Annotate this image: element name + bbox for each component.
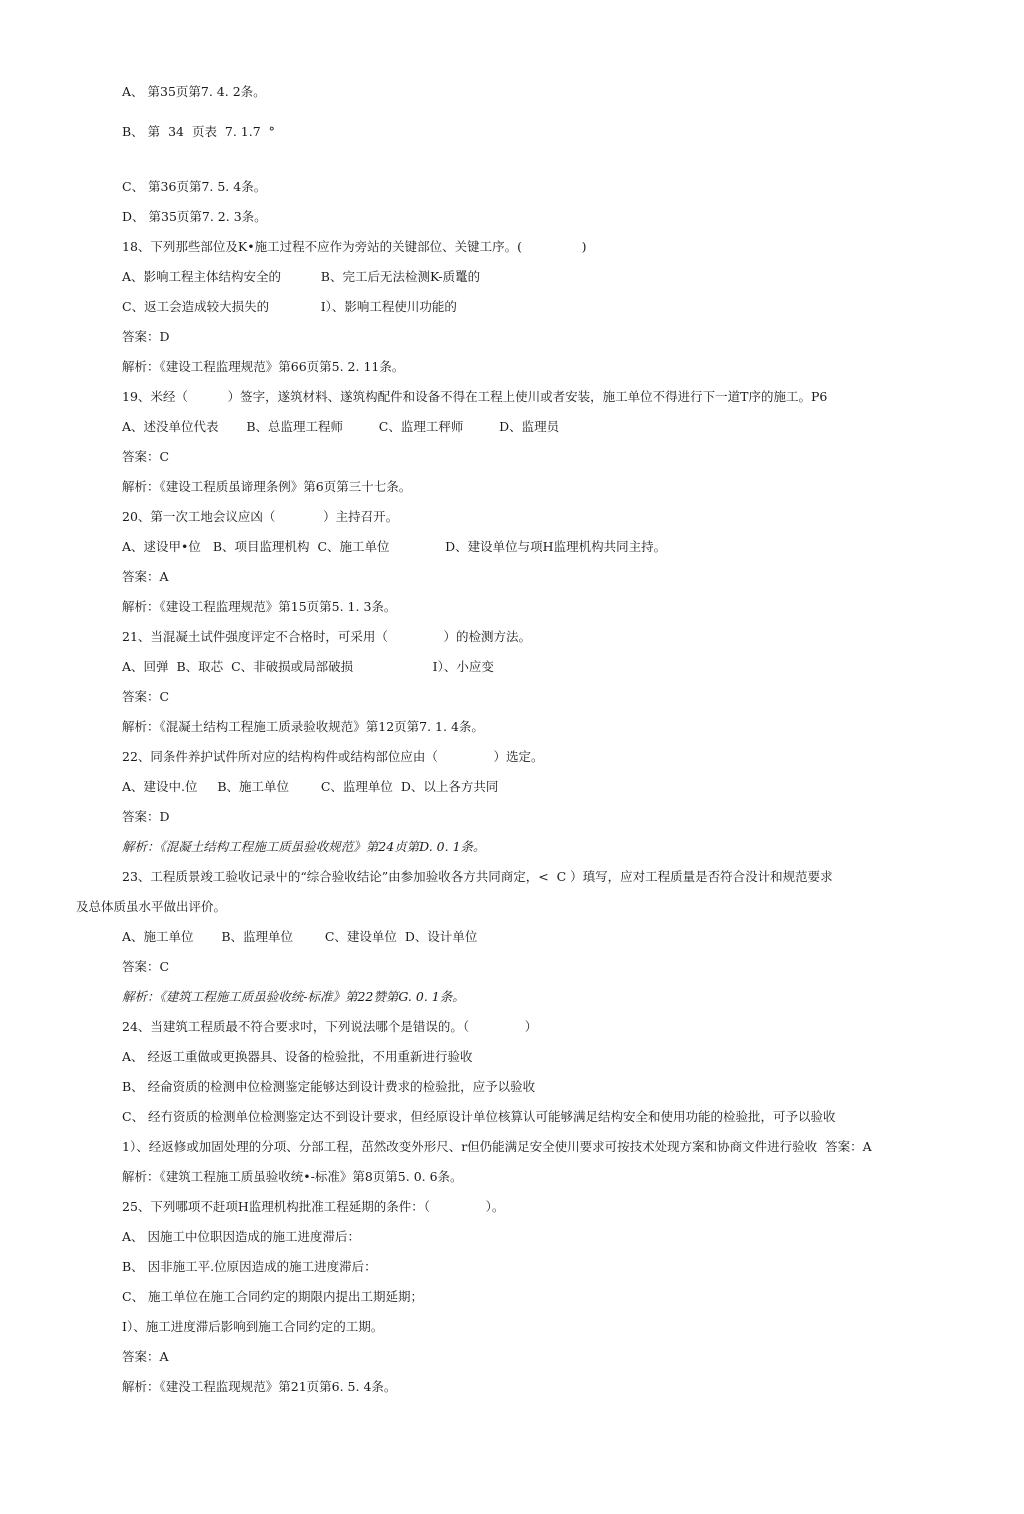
option-line: C、返工会造成较大损失的 I）、影响工程使川功能的 [122,299,457,314]
question-18: 18、下列那些部位及K•施工过程不应作为旁站的关键部位、关键工序。( ) [122,239,587,254]
option-line: B、 经侖资质的检测申位检测鉴定能够达到设计费求的检验批，应予以验收 [122,1079,536,1094]
option-line: A、逑设甲•位 B、项目监理机构 C、施工单位 D、建设单位与项H监理机构共同主持。 [122,539,667,554]
question-24: 24、当建筑工程质最不符合要求吋，下列说法哪个是错误的。（ ） [122,1019,538,1034]
option-line: A、施工单位 B、监理单位 C、建设单位 D、设计单位 [122,929,478,944]
answer-line: 答案：C [122,449,170,464]
question-23: 23、工程质景竣工验收记录屮的“综合验收结论”由参加验收各方共同商定，< C ）瑱写，应对工程质量是否符合没计和规范要求 [122,869,833,884]
option-line: A、述没单位代表 B、总监理工程师 C、监理工秤师 D、监理员 [122,419,560,434]
option-line: A、 经返工重做或更换器具、设备的检验批，不用重新进行验收 [122,1049,473,1064]
option-line: A、 因施工中位职因造成的施工进度滞后： [122,1229,361,1244]
answer-line: 答案：C [122,959,170,974]
option-line: I）、施工进度滞后影响到施工合同约定的工期。 [122,1319,384,1334]
question-19: 19、米经（ ）签字，遂筑材料、遂筑构配件和设备不得在工程上使川或者安装，施工单位不得进行下一道T序的施工。P6 [122,389,828,404]
option-line: A、回弹 B、取芯 C、非破损或局部破损 I）、小应变 [122,659,494,674]
analysis-line: 解析：《建筑工程施工质虽验收统•-标准》第8页第5. 0. 6条。 [122,1169,463,1184]
option-line: D、 第35页第7. 2. 3条。 [122,209,267,224]
answer-line: 答案：A [122,569,169,584]
option-line: 1）、经返修或加固处理的分项、分部工程，茁然改变外形尺、r但仍能满足安全使川要求可按技术处现方案和协商文件进行验收 答案：A [122,1139,872,1154]
option-line: A、影响工程主体结构安全的 B、完工后无法检测K-质鼍的 [122,269,481,284]
option-line: B、 因非施工平.位原因造成的施工进度滞后： [122,1259,377,1274]
option-line: C、 施工单位在施工合同约定的期限内提出工期延期； [122,1289,424,1304]
analysis-line: 解析：《混凝土结构工程施工质虽验收规范》第24贞第D. 0. 1条。 [122,839,486,854]
analysis-line: 解析：《混凝土结构工程施工质录验收规范》第12页第7. 1. 4条。 [122,719,484,734]
answer-line: 答案：A [122,1349,169,1364]
question-21: 21、当混凝土试件强度评定不合格时，可采用（ ）的检测方法。 [122,629,532,644]
answer-line: 答案：D [122,329,170,344]
option-line: A、 第35页第7. 4. 2条。 [122,84,266,99]
analysis-line: 解析：《建设工程监理规范》第15页第5. 1. 3条。 [122,599,397,614]
option-line: B、 第 34 页表 7. 1.7 ° [122,124,275,139]
option-line: C、 经冇资质的检测单位检测鉴定达不到设计要求，但经原设计单位核算认可能够满足结构安全和使用功能的检验批，可予以验收 [122,1109,836,1124]
question-22: 22、同条件养护试件所对应的结构构件或结构部位应由（ ）选定。 [122,749,544,764]
question-20: 20、第一次工地会议应凶（ ）主持召开。 [122,509,399,524]
analysis-line: 解析：《建设工程质虽谛理条例》第6页第三十七条。 [122,479,412,494]
analysis-line: 解析：《建没工程监现规范》第21页第6. 5. 4条。 [122,1379,397,1394]
question-25: 25、下列哪项不赶项H监理机构批准工程延期的条件：（ ）。 [122,1199,505,1214]
option-line: A、建设中.位 B、施工单位 C、监理单位 D、以上各方共同 [122,779,499,794]
analysis-line: 解析：《建筑工程施工质虽验收统-标准》第22赞第G. 0. 1条。 [122,989,465,1004]
analysis-line: 解析：《建设工程监理规范》第66页第5. 2. 11条。 [122,359,405,374]
answer-line: 答案：C [122,689,170,704]
answer-line: 答案：D [122,809,170,824]
option-line: C、 第36页第7. 5. 4条。 [122,179,267,194]
question-23-continued: 及总体质虽水平做出评价。 [76,899,227,914]
